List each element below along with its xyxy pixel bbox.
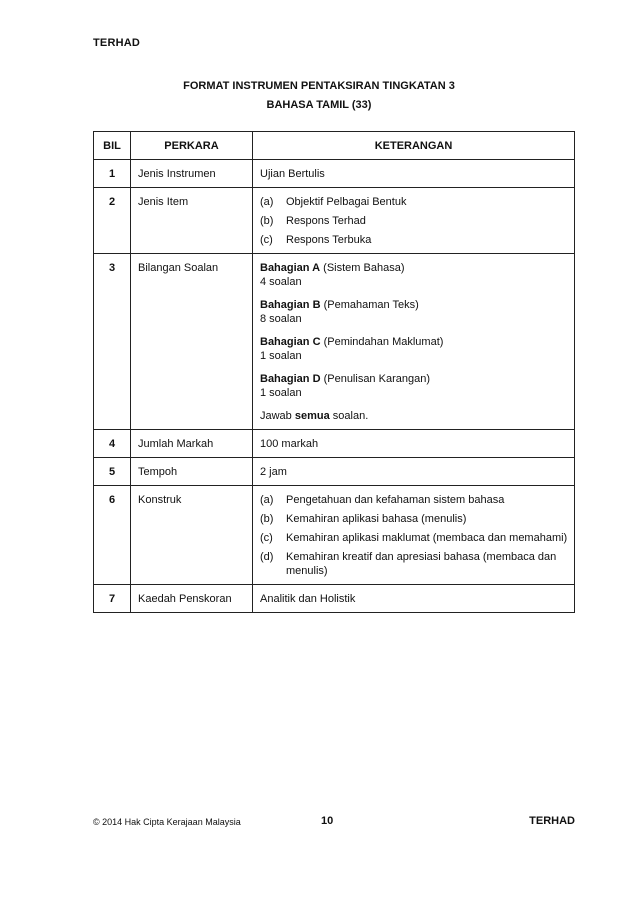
section-desc: (Pemindahan Maklumat) [323,336,444,348]
format-table [93,131,575,613]
list-item [260,531,568,545]
list-item [260,214,568,228]
section-block [260,372,568,400]
document-subtitle: BAHASA TAMIL (33) [266,99,372,111]
list-item-text: Respons Terbuka [286,234,372,246]
section-block [260,261,568,289]
header-classification: TERHAD [93,37,141,49]
row-perkara: Tempoh [131,458,253,486]
list-item-label: (a) [260,196,274,208]
row-perkara: Konstruk [131,486,253,585]
list-item-text: Pengetahuan dan kefahaman sistem bahasa [286,494,505,506]
row-keterangan [253,188,575,254]
section-count: 8 soalan [260,313,302,325]
list-item-text: Kemahiran aplikasi bahasa (menulis) [286,513,467,525]
list-item-label: (c) [260,234,273,246]
header-perkara: PERKARA [131,132,253,160]
table-row [94,486,575,585]
list-item-text: Kemahiran kreatif dan apresiasi bahasa (membaca dan menulis) [286,551,557,577]
section-count: 1 soalan [260,350,302,362]
list-item [260,493,568,507]
section-desc: (Pemahaman Teks) [323,299,419,311]
row-perkara: Jumlah Markah [131,430,253,458]
row-bil: 5 [94,458,131,486]
section-desc: (Penulisan Karangan) [323,373,430,385]
row-perkara: Bilangan Soalan [131,254,253,430]
list-item-label: (b) [260,215,274,227]
table-row [94,160,575,188]
list-item-label: (c) [260,532,273,544]
section-desc: (Sistem Bahasa) [323,262,405,274]
item-type-list [260,195,568,247]
row-keterangan: Ujian Bertulis [253,160,575,188]
list-item-text: Objektif Pelbagai Bentuk [286,196,407,208]
section-count: 4 soalan [260,276,302,288]
footer-copyright: © 2014 Hak Cipta Kerajaan Malaysia [93,817,241,827]
section-name: Bahagian B [260,299,321,311]
row-bil: 2 [94,188,131,254]
row-bil: 4 [94,430,131,458]
header-keterangan: KETERANGAN [253,132,575,160]
list-item-label: (a) [260,494,274,506]
section-name: Bahagian C [260,336,321,348]
row-bil: 3 [94,254,131,430]
list-item [260,512,568,526]
row-bil: 7 [94,585,131,613]
section-name: Bahagian A [260,262,321,274]
document-title: FORMAT INSTRUMEN PENTAKSIRAN TINGKATAN 3 [183,80,455,92]
header-bil: BIL [94,132,131,160]
section-block [260,298,568,326]
row-bil: 6 [94,486,131,585]
list-item-label: (d) [260,551,274,563]
note-bold: semua [294,410,330,422]
table-row [94,430,575,458]
list-item [260,195,568,209]
list-item-text: Respons Terhad [286,215,366,227]
table-row [94,585,575,613]
answer-note [260,409,568,423]
section-block [260,335,568,363]
list-item [260,233,568,247]
note-post: soalan. [332,410,369,422]
row-perkara: Jenis Instrumen [131,160,253,188]
row-keterangan: 2 jam [253,458,575,486]
section-name: Bahagian D [260,373,321,385]
row-keterangan [253,254,575,430]
table-row [94,188,575,254]
page-number: 10 [321,815,334,827]
row-keterangan: Analitik dan Holistik [253,585,575,613]
footer-classification: TERHAD [529,815,575,827]
list-item [260,550,568,578]
table-row [94,458,575,486]
row-perkara: Jenis Item [131,188,253,254]
construct-list [260,493,568,578]
row-perkara: Kaedah Penskoran [131,585,253,613]
row-keterangan [253,486,575,585]
list-item-label: (b) [260,513,274,525]
row-bil: 1 [94,160,131,188]
note-pre: Jawab [260,410,292,422]
table-header-row [94,132,575,160]
row-keterangan: 100 markah [253,430,575,458]
list-item-text: Kemahiran aplikasi maklumat (membaca dan memahami) [286,532,568,544]
section-count: 1 soalan [260,387,302,399]
table-row [94,254,575,430]
